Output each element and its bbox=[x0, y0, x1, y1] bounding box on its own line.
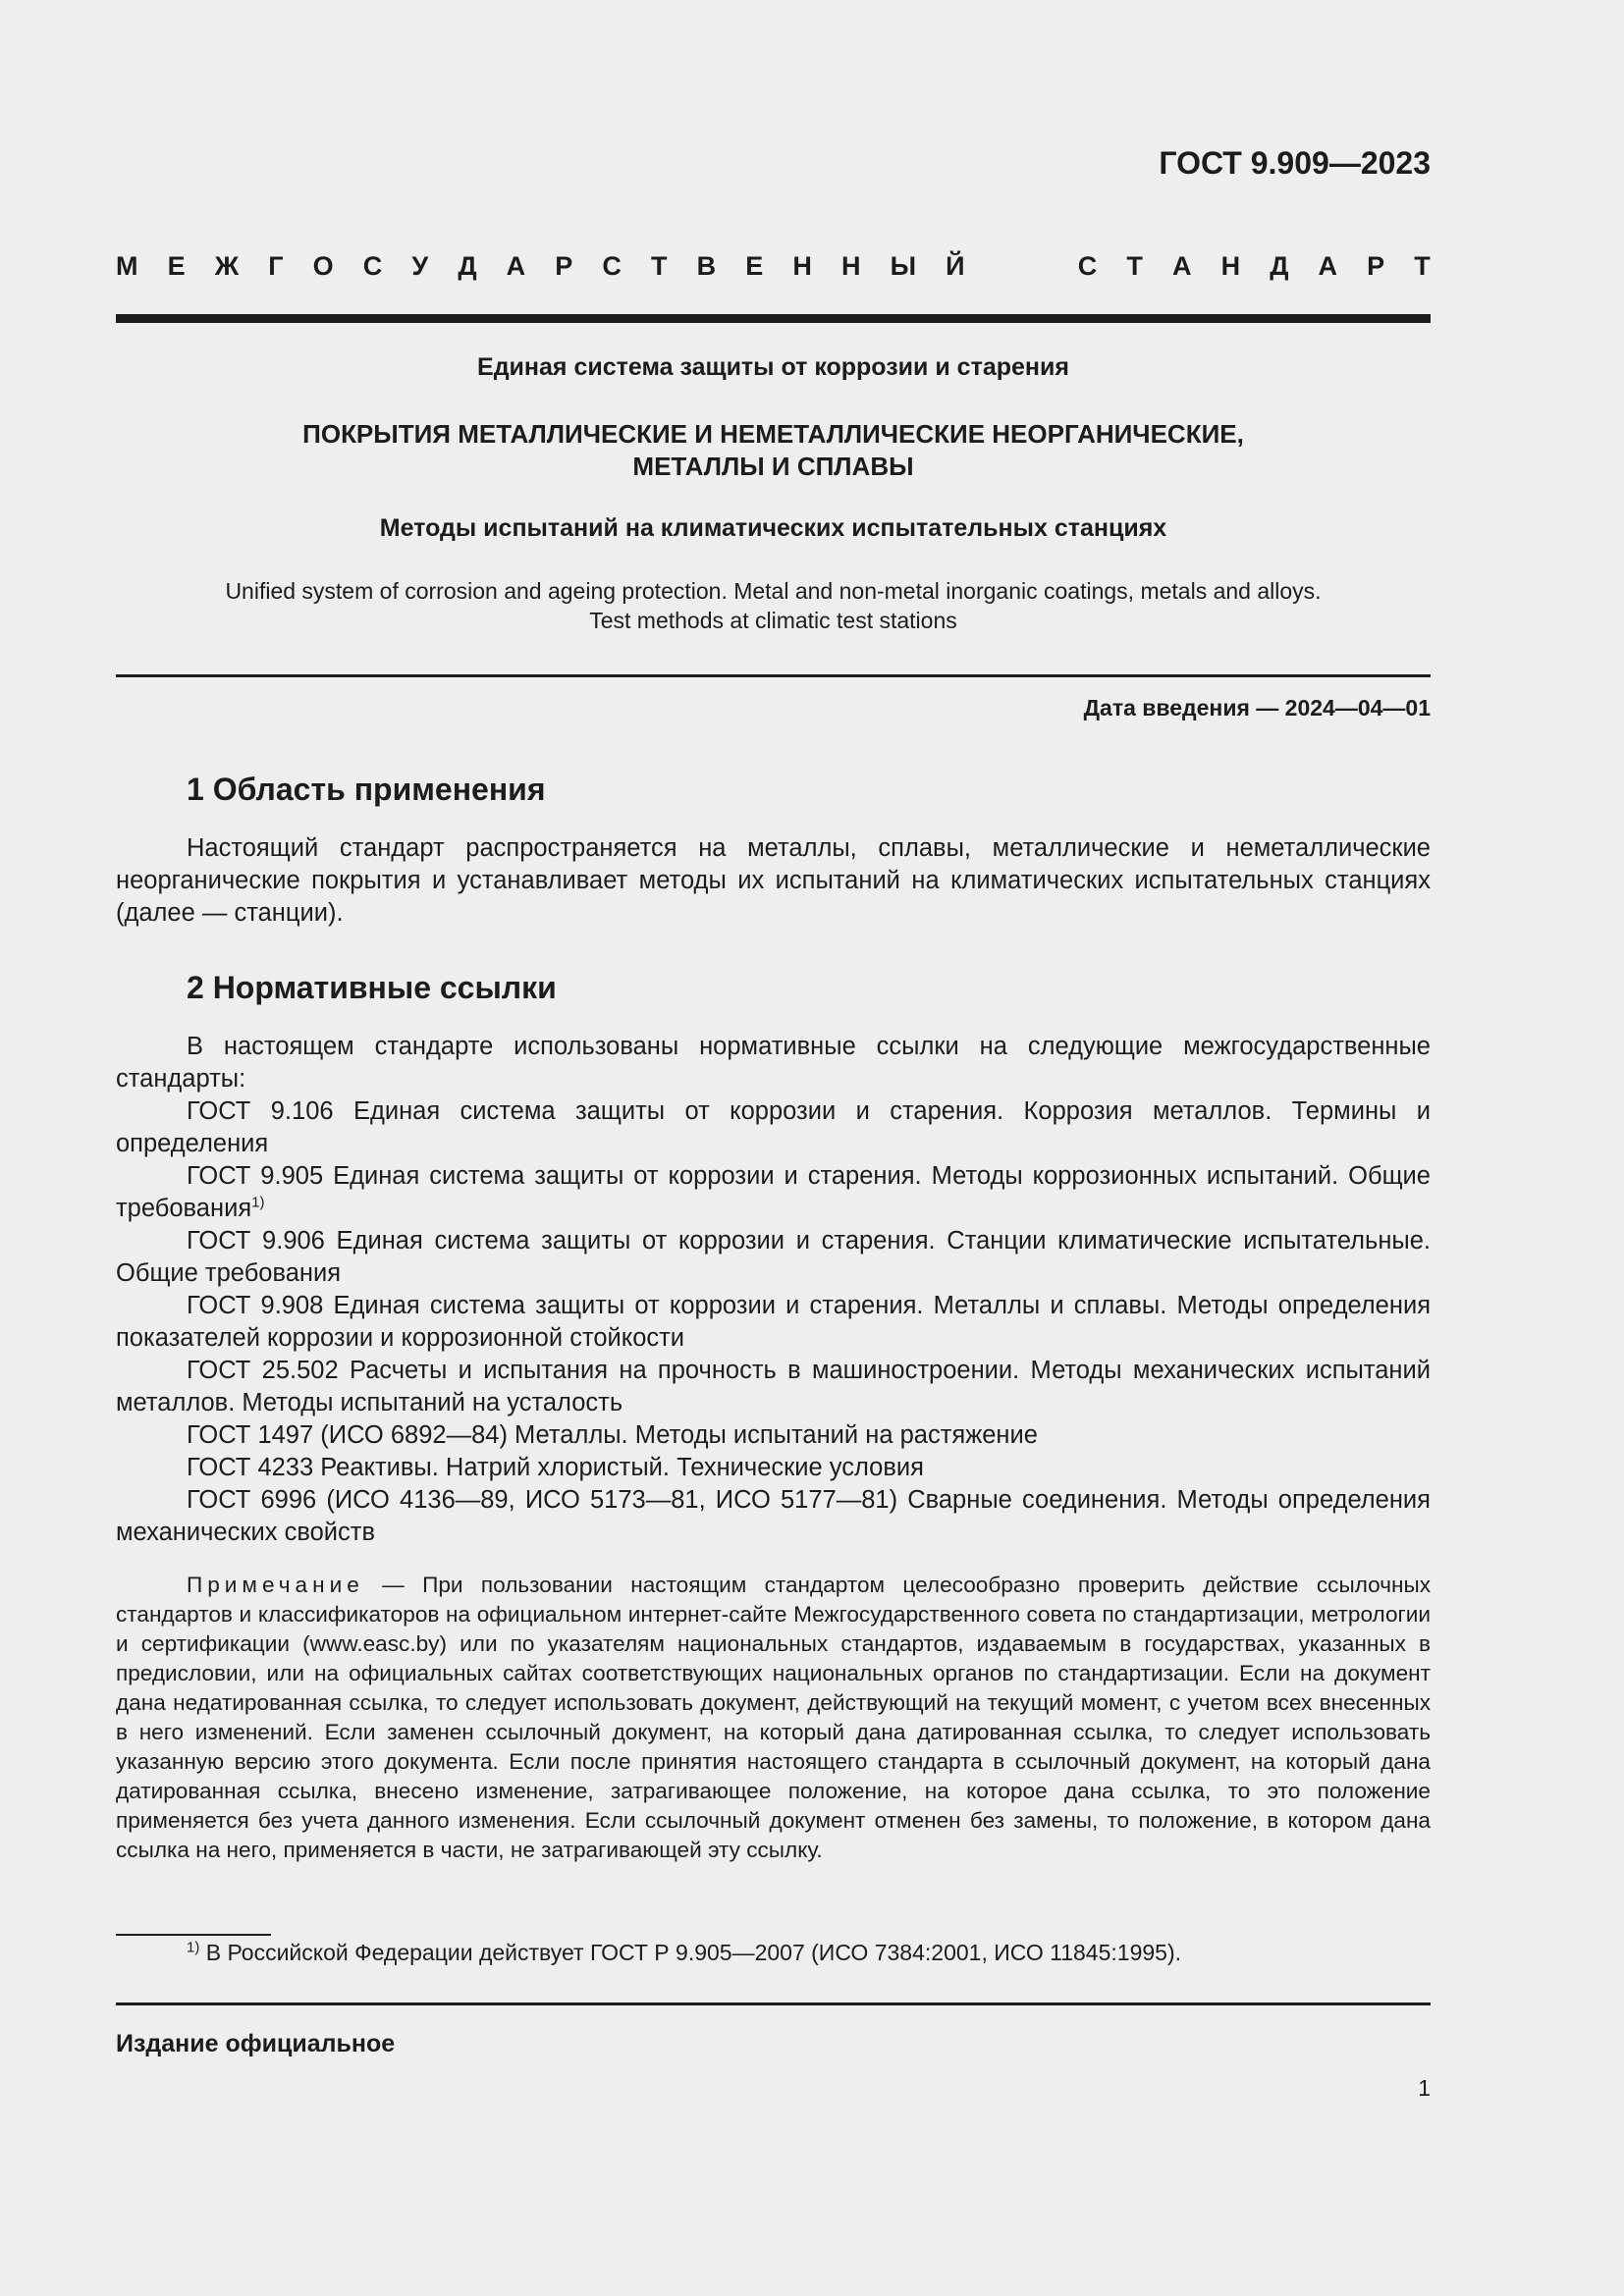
footnote-rule bbox=[116, 1934, 271, 1936]
banner-letter: А bbox=[506, 251, 526, 281]
banner-letter: А bbox=[1171, 251, 1192, 281]
reference-item: ГОСТ 9.908 Единая система защиты от коррозии и старения. Металлы и сплавы. Методы определения показателей коррозии и коррозионной стойкости bbox=[116, 1292, 1431, 1352]
banner-letter: Т bbox=[1414, 251, 1431, 281]
banner-letter: Ж bbox=[214, 251, 240, 281]
reference-item: ГОСТ 25.502 Расчеты и испытания на прочность в машиностроении. Методы механических испытаний металлов. Методы испытаний на усталость bbox=[116, 1357, 1431, 1416]
reference-item: ГОСТ 9.106 Единая система защиты от коррозии и старения. Коррозия металлов. Термины и определения bbox=[116, 1097, 1431, 1157]
document-page bbox=[116, 0, 1431, 2296]
banner-letter: Т bbox=[1126, 251, 1143, 281]
banner-letter: В bbox=[696, 251, 717, 281]
footnote bbox=[187, 1940, 1181, 1966]
banner-letter: Т bbox=[651, 251, 668, 281]
banner-letter: С bbox=[1077, 251, 1098, 281]
title-rule bbox=[116, 674, 1431, 677]
title-system: Единая система защиты от коррозии и старения bbox=[477, 353, 1069, 381]
section-1-text: Настоящий стандарт распространяется на металлы, сплавы, металлические и неметаллические неорганические покрытия и устанавливает методы их испытаний на климатических испытательных станциях (далее — станции). bbox=[116, 834, 1431, 927]
note-text: — При пользовании настоящим стандартом целесообразно проверить действие ссылочных стандартов и классификаторов на официальном интернет-сайте Межгосударственного совета по стандартизации, метрологии и сертификации (www.easc.by) или по указателям национальных стандартов, издаваемым в государствах, указанных в предисловии, или на официальных сайтах соответствующих национальных органов по стандартизации. Если на документ дана недатированная ссылка, то следует использовать документ, действующий на текущий момент, с учетом всех внесенных в него изменений. Если заменен ссылочный документ, на который дана датированная ссылка, то следует использовать указанную версию этого документа. Если после принятия настоящего стандарта в ссылочный документ, на который дана датированная ссылка, внесено изменение, затрагивающее положение, на которое дана ссылка, то это положение применяется без учета данного изменения. Если ссылочный документ отменен без замены, то положение, в котором дана ссылка на него, применяется в части, не затрагивающей эту ссылку. bbox=[116, 1573, 1431, 1862]
banner-letter: О bbox=[312, 251, 334, 281]
reference-item: ГОСТ 9.905 Единая система защиты от коррозии и старения. Методы коррозионных испытаний. Общие требования$^{1)}$ bbox=[116, 1162, 1431, 1222]
banner-letter: С bbox=[362, 251, 383, 281]
title-english-line2: Test methods at climatic test stations bbox=[589, 608, 957, 633]
official-edition-label: Издание официальное bbox=[116, 2030, 396, 2057]
banner-letter: Р bbox=[555, 251, 573, 281]
banner-letter: Й bbox=[946, 251, 965, 281]
section-1-body bbox=[116, 832, 1431, 930]
title-methods: Методы испытаний на климатических испытательных станциях bbox=[379, 514, 1167, 542]
section-2-intro: В настоящем стандарте использованы нормативные ссылки на следующие межгосударственные стандарты: bbox=[116, 1033, 1431, 1093]
section-1-heading: 1 Область применения bbox=[187, 772, 546, 807]
section-2-heading: 2 Нормативные ссылки bbox=[187, 970, 557, 1005]
banner-letter: А bbox=[1318, 251, 1338, 281]
banner-letter: М bbox=[116, 251, 138, 281]
banner-word-gap bbox=[995, 251, 1049, 282]
banner-letter: Ы bbox=[890, 251, 917, 281]
page-number: 1 bbox=[1418, 2075, 1431, 2101]
header-thick-rule bbox=[116, 314, 1431, 323]
note-block bbox=[116, 1571, 1431, 1865]
title-english bbox=[116, 576, 1431, 635]
reference-item: ГОСТ 1497 (ИСО 6892—84) Металлы. Методы испытаний на растяжение bbox=[187, 1421, 1038, 1449]
section-2-body bbox=[116, 1031, 1431, 1549]
banner-letter: У bbox=[411, 251, 429, 281]
banner-letter: Н bbox=[792, 251, 812, 281]
banner-letter: Д bbox=[1270, 251, 1289, 281]
banner-letter: Н bbox=[840, 251, 861, 281]
banner-letter: Д bbox=[458, 251, 477, 281]
banner-letter: Н bbox=[1220, 251, 1241, 281]
title-main-line1: ПОКРЫТИЯ МЕТАЛЛИЧЕСКИЕ И НЕМЕТАЛЛИЧЕСКИЕ НЕОРГАНИЧЕСКИЕ, bbox=[302, 419, 1244, 449]
footnote-ref-mark[interactable]: 1) bbox=[251, 1194, 265, 1211]
title-english-line1: Unified system of corrosion and ageing protection. Metal and non-metal inorganic coatings, metals and alloys. bbox=[225, 578, 1322, 604]
interstate-standard-banner bbox=[116, 251, 1431, 282]
standard-number: ГОСТ 9.909—2023 bbox=[1159, 145, 1431, 181]
reference-item: ГОСТ 9.906 Единая система защиты от коррозии и старения. Станции климатические испытательные. Общие требования bbox=[116, 1227, 1431, 1287]
note-label: Примечание bbox=[187, 1573, 364, 1597]
reference-item: ГОСТ 6996 (ИСО 4136—89, ИСО 5173—81, ИСО 5177—81) Сварные соединения. Методы определения механических свойств bbox=[116, 1486, 1431, 1546]
footnote-text: В Российской Федерации действует ГОСТ Р 9.905—2007 (ИСО 7384:2001, ИСО 11845:1995). bbox=[199, 1940, 1181, 1965]
introduction-date: Дата введения — 2024—04—01 bbox=[1083, 695, 1431, 721]
reference-item: ГОСТ 4233 Реактивы. Натрий хлористый. Технические условия bbox=[187, 1454, 924, 1481]
banner-letter: С bbox=[602, 251, 622, 281]
banner-letter: Е bbox=[167, 251, 186, 281]
banner-letter: Г bbox=[268, 251, 284, 281]
footer-rule bbox=[116, 2002, 1431, 2005]
footnote-mark: 1) bbox=[187, 1939, 200, 1956]
title-main-line2: МЕТАЛЛЫ И СПЛАВЫ bbox=[632, 452, 914, 481]
banner-letter: Р bbox=[1367, 251, 1385, 281]
title-main bbox=[116, 418, 1431, 483]
banner-letter: Е bbox=[745, 251, 764, 281]
